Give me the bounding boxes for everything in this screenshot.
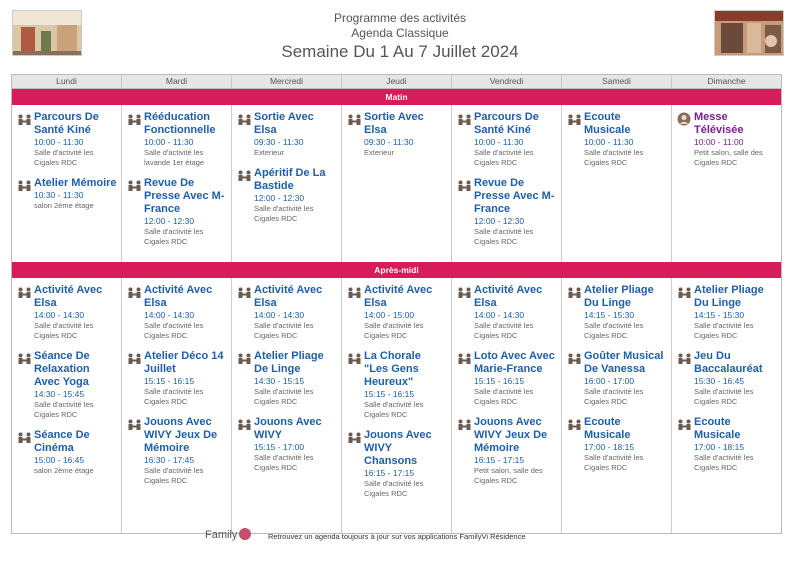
group-icon <box>677 352 692 364</box>
activity-item[interactable] <box>236 167 337 224</box>
activity-name: Séance De Relaxation Avec Yoga <box>34 350 90 388</box>
group-icon <box>567 286 582 298</box>
group-icon <box>17 286 32 298</box>
activity-item[interactable] <box>566 416 667 473</box>
activity-item[interactable] <box>236 111 337 158</box>
activity-time: 14:00 - 14:30 <box>474 310 525 320</box>
activity-name: Atelier Pliage De Linge <box>254 350 324 375</box>
day-header-5: Samedi <box>562 75 672 88</box>
group-icon <box>237 169 252 181</box>
activity-item[interactable] <box>456 284 557 341</box>
group-icon <box>457 113 472 125</box>
group-icon <box>457 286 472 298</box>
activity-place: Salle d'activité les Cigales RDC <box>144 466 204 485</box>
activity-item[interactable] <box>126 111 227 168</box>
group-icon <box>457 352 472 364</box>
logo-mark-icon <box>239 528 251 540</box>
activity-place: Petit salon, salle des Cigales RDC <box>694 148 763 167</box>
residence-photo-left <box>12 10 82 56</box>
section-apres-midi: Après-midi <box>12 262 781 278</box>
activity-place: Salle d'activité les Cigales RDC <box>254 321 314 340</box>
group-icon <box>127 113 142 125</box>
activity-name: Parcours De Santé Kiné <box>474 111 539 136</box>
person-icon <box>677 112 691 126</box>
activity-item[interactable] <box>236 350 337 407</box>
activity-name: Sortie Avec Elsa <box>364 111 424 136</box>
activity-item[interactable] <box>676 350 777 407</box>
activity-name: Jouons Avec WIVY Jeux De Mémoire <box>144 416 218 454</box>
activity-time: 10:00 - 11:30 <box>474 137 524 147</box>
activity-item[interactable] <box>566 284 667 341</box>
group-icon <box>677 286 692 298</box>
group-icon <box>347 113 362 125</box>
activity-name: Ecoute Musicale <box>584 416 631 441</box>
activity-place: Salle d'activité les Cigales RDC <box>474 321 534 340</box>
group-icon <box>127 418 142 430</box>
day-cell-6 <box>672 105 781 262</box>
group-icon <box>567 113 582 125</box>
day-header-3: Jeudi <box>342 75 452 88</box>
activity-item[interactable] <box>676 416 777 473</box>
day-header-2: Mercredi <box>232 75 342 88</box>
activity-place: Salle d'activité les Cigales RDC <box>474 387 534 406</box>
activity-name: La Chorale "Les Gens Heureux" <box>364 350 421 388</box>
day-cell-4 <box>452 278 562 533</box>
group-icon <box>347 352 362 364</box>
activity-name: Activité Avec Elsa <box>364 284 433 309</box>
activity-item[interactable] <box>126 350 227 407</box>
activity-place: Salle d'activité les Cigales RDC <box>694 321 754 340</box>
section-matin: Matin <box>12 89 781 105</box>
morning-row <box>12 105 781 262</box>
activity-item[interactable] <box>456 350 557 407</box>
activity-place: Salle d'activité les Cigales RDC <box>584 321 644 340</box>
day-header-row <box>12 75 781 89</box>
page-titles <box>150 11 650 63</box>
activity-item[interactable] <box>346 111 447 158</box>
group-icon <box>457 418 472 430</box>
activity-place: Salle d'activité les Cigales RDC <box>144 387 204 406</box>
activity-place: Salle d'activité les Cigales RDC <box>364 321 424 340</box>
activity-place: Exterieur <box>254 148 285 157</box>
activity-name: Ecoute Musicale <box>694 416 741 441</box>
activity-time: 09:30 - 11:30 <box>364 137 414 147</box>
activity-name: Goûter Musical De Vanessa <box>584 350 664 375</box>
activity-time: 16:15 - 17:15 <box>364 468 415 478</box>
day-header-0: Lundi <box>12 75 122 88</box>
activity-name: Atelier Déco 14 Juillet <box>144 350 224 375</box>
activity-place: Salle d'activité les lavande 1er étage <box>144 148 205 167</box>
activity-name: Jouons Avec WIVY Jeux De Mémoire <box>474 416 548 454</box>
activity-name: Activité Avec Elsa <box>144 284 213 309</box>
group-icon <box>347 431 362 443</box>
group-icon <box>677 418 692 430</box>
group-icon <box>237 352 252 364</box>
activity-place: Salle d'activité les Cigales RDC <box>34 321 94 340</box>
activity-time: 14:30 - 15:15 <box>254 376 305 386</box>
activity-name: Activité Avec Elsa <box>254 284 323 309</box>
group-icon <box>17 179 32 191</box>
activity-place: Salle d'activité les Cigales RDC <box>254 453 314 472</box>
group-icon <box>237 286 252 298</box>
activity-item[interactable] <box>346 429 447 499</box>
group-icon <box>567 352 582 364</box>
activity-item[interactable] <box>16 350 117 420</box>
residence-photo-right <box>714 10 784 56</box>
activity-time: 10:00 - 11:30 <box>144 137 194 147</box>
activity-time: 14:30 - 15:45 <box>34 389 85 399</box>
day-cell-3 <box>342 278 452 533</box>
day-cell-0 <box>12 105 122 262</box>
activity-time: 16:00 - 17:00 <box>584 376 635 386</box>
activity-place: Salle d'activité les Cigales RDC <box>694 387 754 406</box>
day-cell-2 <box>232 105 342 262</box>
program-title: Programme des activités <box>333 11 467 25</box>
activity-place: Salle d'activité les Cigales RDC <box>144 321 204 340</box>
day-header-1: Mardi <box>122 75 232 88</box>
group-icon <box>567 418 582 430</box>
activity-time: 15:15 - 16:15 <box>364 389 415 399</box>
activity-item[interactable] <box>346 284 447 341</box>
activity-time: 16:30 - 17:45 <box>144 455 195 465</box>
activity-name: Jouons Avec WIVY <box>254 416 322 441</box>
activity-time: 09:30 - 11:30 <box>254 137 304 147</box>
activity-time: 14:15 - 15:30 <box>694 310 745 320</box>
agenda-type: Agenda Classique <box>351 26 449 40</box>
activity-place: salon 2ème étage <box>34 466 94 475</box>
activity-time: 14:00 - 14:30 <box>254 310 305 320</box>
day-cell-4 <box>452 105 562 262</box>
week-title: Semaine Du 1 Au 7 Juillet 2024 <box>281 42 519 61</box>
weekly-agenda <box>11 74 782 534</box>
activity-place: Salle d'activité les Cigales RDC <box>474 148 534 167</box>
activity-item[interactable] <box>346 350 447 420</box>
day-cell-5 <box>562 278 672 533</box>
activity-name: Ecoute Musicale <box>584 111 631 136</box>
activity-place: Salle d'activité les Cigales RDC <box>254 204 314 223</box>
activity-name: Activité Avec Elsa <box>474 284 543 309</box>
activity-place: Salle d'activité les Cigales RDC <box>694 453 754 472</box>
activity-time: 10:00 - 11:30 <box>584 137 634 147</box>
activity-name: Activité Avec Elsa <box>34 284 103 309</box>
activity-item[interactable] <box>16 177 117 211</box>
activity-place: Salle d'activité les Cigales RDC <box>584 387 644 406</box>
logo-text: Family <box>205 529 238 541</box>
group-icon <box>237 418 252 430</box>
day-cell-2 <box>232 278 342 533</box>
group-icon <box>17 113 32 125</box>
activity-name: Jeu Du Baccalauréat <box>694 350 763 375</box>
group-icon <box>347 286 362 298</box>
activity-item[interactable] <box>16 284 117 341</box>
activity-time: 14:00 - 14:30 <box>144 310 195 320</box>
activity-item[interactable] <box>236 416 337 473</box>
activity-name: Jouons Avec WIVY Chansons <box>364 429 432 467</box>
activity-name: Parcours De Santé Kiné <box>34 111 99 136</box>
activity-item[interactable] <box>126 177 227 247</box>
activity-time: 17:00 - 18:15 <box>584 442 635 452</box>
activity-place: Salle d'activité les Cigales RDC <box>584 453 644 472</box>
activity-place: Salle d'activité les Cigales RDC <box>144 227 204 246</box>
group-icon <box>127 286 142 298</box>
group-icon <box>17 431 32 443</box>
group-icon <box>457 179 472 191</box>
activity-item[interactable] <box>16 111 117 168</box>
activity-time: 17:00 - 18:15 <box>694 442 745 452</box>
activity-place: Salle d'activité les Cigales RDC <box>364 479 424 498</box>
activity-time: 14:00 - 15:00 <box>364 310 415 320</box>
activity-name: Revue De Presse Avec M-France <box>474 177 555 215</box>
activity-item[interactable] <box>566 111 667 168</box>
activity-name: Loto Avec Avec Marie-France <box>474 350 555 375</box>
day-cell-5 <box>562 105 672 262</box>
footer-text: Retrouvez un agenda toujours à jour sur vos applications FamilyVi Résidence <box>268 532 526 541</box>
group-icon <box>17 352 32 364</box>
day-cell-0 <box>12 278 122 533</box>
activity-time: 12:00 - 12:30 <box>474 216 525 226</box>
activity-name: Rééducation Fonctionnelle <box>144 111 216 136</box>
activity-item[interactable] <box>456 416 557 486</box>
activity-item[interactable] <box>16 429 117 476</box>
activity-time: 15:00 - 16:45 <box>34 455 85 465</box>
activity-name: Apéritif De La Bastide <box>254 167 326 192</box>
activity-place: Salle d'activité les Cigales RDC <box>34 400 94 419</box>
activity-name: Messe Télévisée <box>694 111 744 136</box>
activity-place: Salle d'activité les Cigales RDC <box>254 387 314 406</box>
familyvi-logo <box>205 528 251 541</box>
activity-item[interactable] <box>126 284 227 341</box>
activity-name: Revue De Presse Avec M-France <box>144 177 225 215</box>
group-icon <box>127 179 142 191</box>
activity-time: 14:15 - 15:30 <box>584 310 635 320</box>
activity-time: 10:00 - 11:00 <box>694 137 744 147</box>
activity-time: 12:00 - 12:30 <box>254 193 305 203</box>
activity-name: Atelier Pliage Du Linge <box>694 284 764 309</box>
group-icon <box>127 352 142 364</box>
activity-place: Salle d'activité les Cigales RDC <box>474 227 534 246</box>
afternoon-row <box>12 278 781 533</box>
day-cell-6 <box>672 278 781 533</box>
activity-time: 10:00 - 11:30 <box>34 137 84 147</box>
activity-item[interactable] <box>456 111 557 168</box>
activity-item[interactable] <box>236 284 337 341</box>
day-header-6: Dimanche <box>707 76 746 86</box>
activity-place: salon 2ème étage <box>34 201 94 210</box>
activity-time: 16:15 - 17:15 <box>474 455 525 465</box>
activity-item[interactable] <box>126 416 227 486</box>
activity-name: Séance De Cinéma <box>34 429 90 454</box>
activity-time: 15:15 - 16:15 <box>474 376 525 386</box>
activity-item[interactable] <box>566 350 667 407</box>
page-footer <box>0 528 800 548</box>
activity-item[interactable] <box>676 111 777 168</box>
activity-place: Salle d'activité les Cigales RDC <box>34 148 94 167</box>
activity-time: 15:15 - 17:00 <box>254 442 305 452</box>
activity-place: Salle d'activité les Cigales RDC <box>364 400 424 419</box>
activity-item[interactable] <box>456 177 557 247</box>
page-header <box>0 0 800 72</box>
activity-time: 12:00 - 12:30 <box>144 216 195 226</box>
activity-time: 10:30 - 11:30 <box>34 190 84 200</box>
activity-time: 15:15 - 16:15 <box>144 376 195 386</box>
activity-place: Salle d'activité les Cigales RDC <box>584 148 644 167</box>
activity-item[interactable] <box>676 284 777 341</box>
activity-time: 14:00 - 14:30 <box>34 310 85 320</box>
day-cell-1 <box>122 278 232 533</box>
activity-place: Exterieur <box>364 148 395 157</box>
activity-name: Sortie Avec Elsa <box>254 111 314 136</box>
day-header-4: Vendredi <box>452 75 562 88</box>
group-icon <box>237 113 252 125</box>
activity-time: 15:30 - 16:45 <box>694 376 745 386</box>
day-cell-3 <box>342 105 452 262</box>
activity-place: Petit salon, salle des Cigales RDC <box>474 466 543 485</box>
day-cell-1 <box>122 105 232 262</box>
activity-name: Atelier Mémoire <box>34 177 117 189</box>
activity-name: Atelier Pliage Du Linge <box>584 284 654 309</box>
